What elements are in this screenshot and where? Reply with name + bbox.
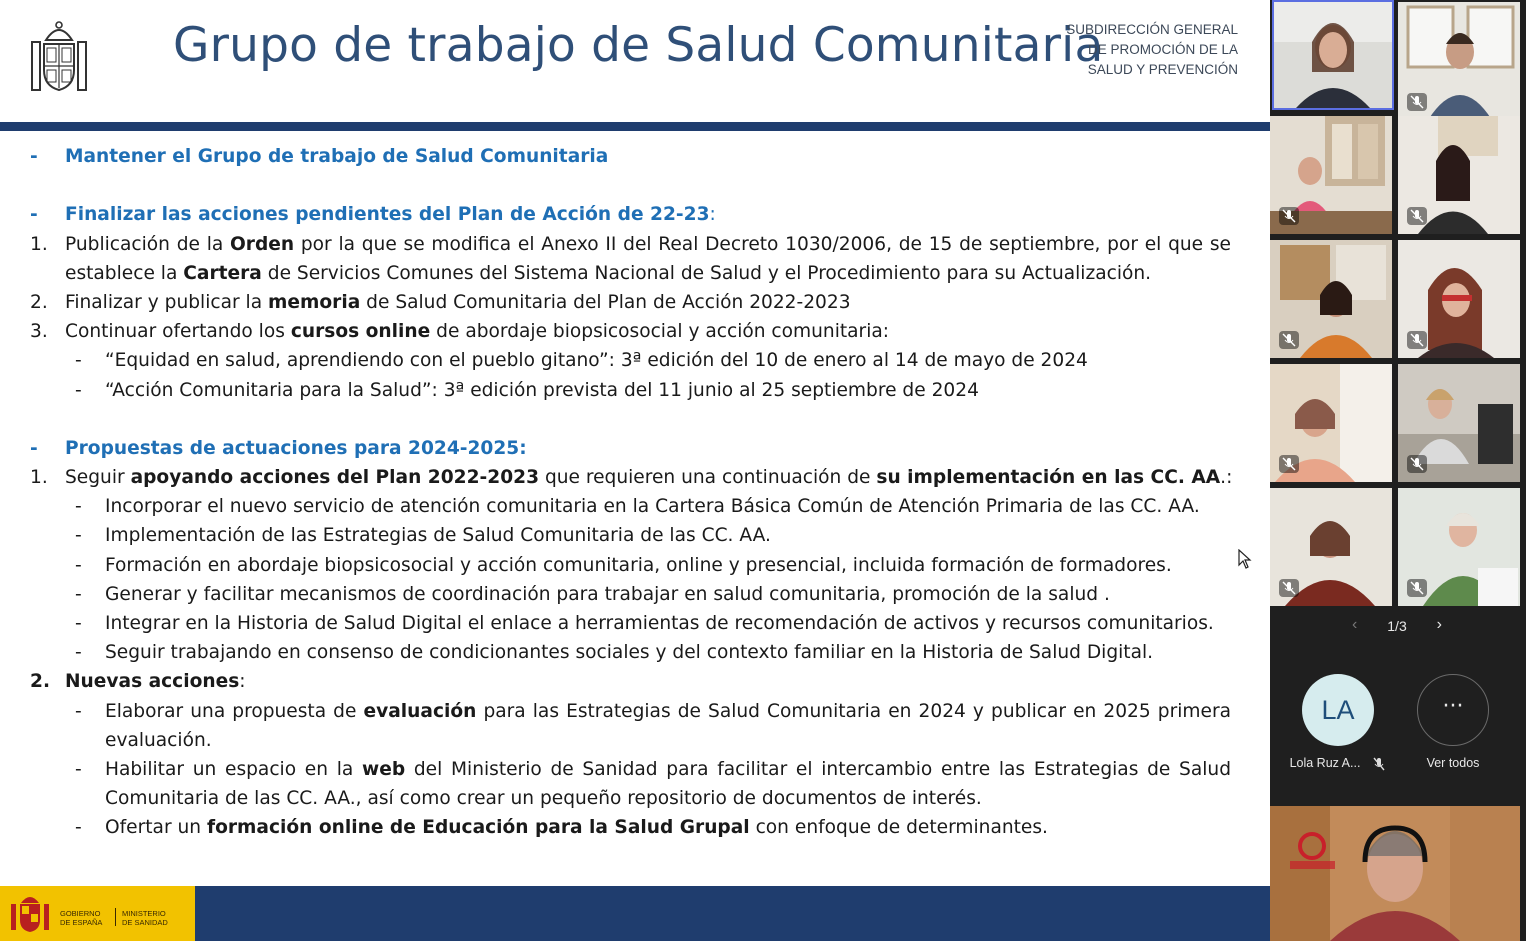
participant-tile-1[interactable]	[1272, 0, 1394, 110]
item-number: 3.	[30, 321, 48, 343]
sub-item-text: Generar y facilitar mecanismos de coordinación para trabajar en salud comunitaria, promoción de la salud .	[105, 583, 1110, 605]
sub-item	[0, 813, 1270, 842]
department-label	[1066, 20, 1238, 80]
item-text: Finalizar y publicar la memoria de Salud Comunitaria del Plan de Acción 2022-2023	[65, 291, 851, 313]
department-line: DE PROMOCIÓN DE LA	[1087, 42, 1238, 57]
title-divider	[0, 122, 1270, 131]
mic-off-icon	[1407, 207, 1427, 225]
sub-item	[0, 609, 1270, 638]
mic-off-icon	[1279, 579, 1299, 597]
spacer	[0, 171, 1270, 200]
participant-tile-5[interactable]	[1270, 240, 1392, 358]
mic-off-icon	[1407, 93, 1427, 111]
bullet-marker: -	[75, 350, 82, 372]
see-all-label[interactable]: Ver todos	[1426, 756, 1480, 770]
mic-off-icon	[1279, 331, 1299, 349]
list-item	[0, 667, 1270, 696]
sub-item-text: Integrar en la Historia de Salud Digital el enlace a herramientas de recomendación de activos y recursos comunitarios.	[105, 613, 1214, 634]
sub-item-text: Implementación de las Estrategias de Salud Comunitaria de las CC. AA.	[105, 525, 771, 547]
participant-tile-6[interactable]	[1398, 240, 1520, 358]
mouse-cursor-icon	[1238, 549, 1252, 569]
item-text: Seguir apoyando acciones del Plan 2022-2023 que requieren una continuación de su implementación en las CC. AA.:	[65, 467, 1233, 489]
bullet-marker: -	[75, 583, 82, 605]
sub-item-continuation	[0, 726, 1270, 755]
section-heading-text: Propuestas de actuaciones para 2024-2025:	[65, 437, 527, 459]
slide-title: Grupo de trabajo de Salud Comunitaria	[173, 18, 1104, 73]
participant-tile-9[interactable]	[1270, 488, 1392, 606]
item-number: 2.	[30, 671, 51, 693]
crest-icon	[8, 894, 52, 934]
participant-tile-4[interactable]	[1398, 116, 1520, 234]
list-item	[0, 288, 1270, 317]
footer-divider	[115, 908, 116, 926]
mic-off-icon	[1407, 579, 1427, 597]
participant-tile-7[interactable]	[1270, 364, 1392, 482]
bullet-marker: -	[75, 525, 82, 547]
participant-tile-8[interactable]	[1398, 364, 1520, 482]
sub-item	[0, 492, 1270, 521]
bullet-marker: -	[75, 613, 82, 634]
sub-item-text: Elaborar una propuesta de evaluación para las Estrategias de Salud Comunitaria en 2024 y publicar en 2025 primera	[105, 700, 1231, 722]
sub-item-continuation	[0, 784, 1270, 813]
section-heading-text: Mantener el Grupo de trabajo de Salud Comunitaria	[65, 146, 609, 167]
heading-suffix: :	[709, 204, 716, 226]
item-number: 2.	[30, 291, 48, 313]
footer-ministry-label: MINISTERIO DE SANIDAD	[122, 909, 168, 927]
participant-pager	[1352, 616, 1442, 638]
sub-item-text: Seguir trabajando en consenso de condicionantes sociales y del contexto familiar en la Historia de Salud Digital.	[105, 642, 1154, 664]
sub-item-text: Comunitaria de las CC. AA., así como crear un pequeño repositorio de documentos de interés.	[105, 788, 982, 810]
bullet-marker: -	[75, 700, 82, 722]
government-logo	[0, 886, 195, 941]
item-text: establece la Cartera de Servicios Comunes del Sistema Nacional de Salud y el Procedimiento para su Actualización.	[65, 262, 1152, 284]
chevron-right-icon[interactable]: ›	[1436, 616, 1442, 633]
bullet-marker: -	[75, 554, 82, 576]
spacer	[0, 405, 1270, 434]
mic-off-icon	[1279, 207, 1299, 225]
section-heading-text: Finalizar las acciones pendientes del Plan de Acción de 22-23	[65, 204, 710, 226]
mic-off-icon	[1372, 756, 1386, 772]
page-indicator: 1/3	[1387, 618, 1407, 634]
list-item	[0, 230, 1270, 259]
sub-item	[0, 638, 1270, 667]
sub-item-text: evaluación.	[105, 729, 212, 751]
item-text: Nuevas acciones:	[65, 671, 246, 693]
participant-tile-2[interactable]	[1398, 2, 1520, 120]
item-number: 1.	[30, 233, 48, 255]
bullet-marker: -	[75, 817, 82, 839]
list-item	[0, 463, 1270, 492]
slide-content	[0, 142, 1270, 843]
department-line: SUBDIRECCIÓN GENERAL	[1066, 22, 1238, 37]
list-item-continuation	[0, 259, 1270, 288]
mic-off-icon	[1407, 331, 1427, 349]
bullet-marker: -	[75, 496, 82, 518]
bullet-marker: -	[75, 642, 82, 664]
department-line: SALUD Y PREVENCIÓN	[1087, 62, 1238, 77]
bullet-marker: -	[30, 437, 38, 459]
avatar[interactable]: LA	[1302, 674, 1374, 746]
ellipsis-icon[interactable]: ···	[1417, 674, 1489, 746]
mic-off-icon	[1279, 455, 1299, 473]
section-heading	[0, 142, 1270, 171]
footer-gov-label: GOBIERNO DE ESPAÑA	[60, 909, 103, 927]
item-number: 1.	[30, 467, 48, 489]
sub-item-text: “Acción Comunitaria para la Salud”: 3ª edición prevista del 11 junio al 25 septiembre de 2024	[105, 379, 979, 401]
sub-item-text: Incorporar el nuevo servicio de atención comunitaria en la Cartera Básica Común de Atención Primaria de las CC. AA.	[105, 496, 1200, 518]
sub-item	[0, 376, 1270, 405]
item-text: Publicación de la Orden por la que se modifica el Anexo II del Real Decreto 1030/2006, de 15 de septiembre, por el que se	[65, 233, 1231, 255]
bullet-marker: -	[30, 204, 38, 226]
participant-tile-10[interactable]	[1398, 488, 1520, 606]
list-item	[0, 317, 1270, 346]
sub-item-text: Ofertar un formación online de Educación para la Salud Grupal con enfoque de determinantes.	[105, 817, 1048, 839]
bullet-marker: -	[75, 379, 82, 401]
avatar-name: Lola Ruz A...	[1289, 756, 1361, 770]
sub-item	[0, 346, 1270, 375]
sub-item-text: “Equidad en salud, aprendiendo con el pueblo gitano”: 3ª edición del 10 de enero al 14 de mayo de 2024	[105, 350, 1088, 372]
sub-item	[0, 521, 1270, 550]
chevron-left-icon[interactable]: ‹	[1352, 616, 1358, 633]
sub-item	[0, 580, 1270, 609]
mic-off-icon	[1407, 455, 1427, 473]
coat-of-arms-icon	[24, 20, 94, 96]
bullet-marker: -	[75, 758, 82, 780]
section-heading	[0, 434, 1270, 463]
sub-item	[0, 551, 1270, 580]
item-text: Continuar ofertando los cursos online de abordaje biopsicosocial y acción comunitaria:	[65, 321, 890, 343]
self-view-video	[1270, 806, 1520, 941]
sub-item-text: Habilitar un espacio en la web del Ministerio de Sanidad para facilitar el intercambio entre las Estrategias de Salud	[105, 758, 1232, 780]
section-heading	[0, 200, 1270, 229]
sub-item	[0, 755, 1270, 784]
sub-item-text: Formación en abordaje biopsicosocial y acción comunitaria, online y presencial, incluida formación de formadores.	[105, 554, 1172, 576]
sub-item	[0, 697, 1270, 726]
bullet-marker: -	[30, 146, 38, 167]
participant-tile-3[interactable]	[1270, 116, 1392, 234]
